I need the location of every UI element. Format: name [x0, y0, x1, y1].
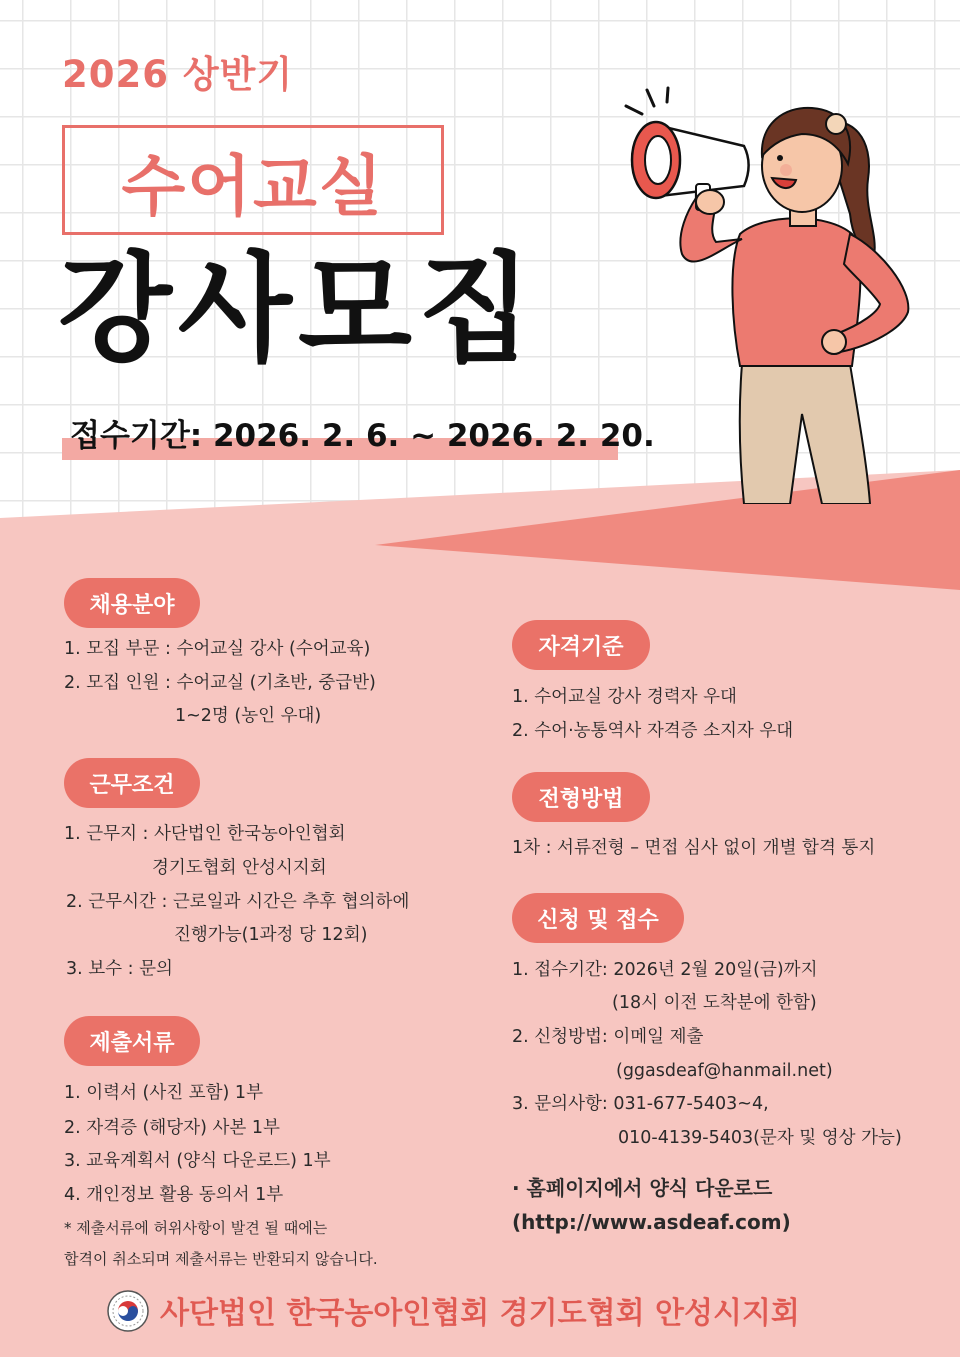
qualification-line-1: 1. 수어교실 강사 경력자 우대: [512, 687, 737, 707]
application-line-6: 010-4139-5403(문자 및 영상 가능): [618, 1128, 902, 1148]
woman-megaphone-illustration: [612, 84, 922, 504]
field-line-3: 1~2명 (농인 우대): [175, 706, 322, 726]
documents-note-2: 합격이 취소되며 제출서류는 반환되지 않습니다.: [64, 1250, 378, 1268]
download-label: · 홈페이지에서 양식 다운로드: [512, 1176, 773, 1200]
download-url[interactable]: (http://www.asdeaf.com): [512, 1210, 791, 1234]
recruit-title: 강사모집: [58, 240, 538, 378]
documents-note-1: * 제출서류에 허위사항이 발견 될 때에는: [64, 1219, 328, 1237]
application-line-2: (18시 이전 도착분에 한함): [612, 993, 817, 1013]
class-title: 수어교실: [121, 147, 385, 225]
qualification-line-2: 2. 수어·농통역사 자격증 소지자 우대: [512, 721, 794, 741]
conditions-line-4: 진행가능(1과정 당 12회): [174, 925, 368, 945]
application-line-3: 2. 신청방법: 이메일 제출: [512, 1027, 704, 1047]
application-line-5: 3. 문의사항: 031-677-5403~4,: [512, 1094, 769, 1114]
documents-line-4: 4. 개인정보 활용 동의서 1부: [64, 1185, 284, 1205]
selection-line-1: 1차 : 서류전형 – 면접 심사 없이 개별 합격 통지: [512, 838, 876, 858]
section-selection-label: 전형방법: [512, 772, 650, 822]
conditions-line-5: 3. 보수 : 문의: [66, 959, 173, 979]
section-conditions-label: 근무조건: [64, 758, 200, 808]
section-field-label: 채용분야: [64, 578, 200, 628]
documents-line-1: 1. 이력서 (사진 포함) 1부: [64, 1083, 263, 1103]
shout-lines: [626, 88, 668, 114]
conditions-line-1: 1. 근무지 : 사단법인 한국농아인협회: [64, 824, 346, 844]
season-title: 2026 상반기: [62, 53, 294, 96]
documents-line-3: 3. 교육계획서 (양식 다운로드) 1부: [64, 1151, 331, 1171]
application-line-4: (ggasdeaf@hanmail.net): [616, 1061, 833, 1081]
conditions-line-3: 2. 근무시간 : 근로일과 시간은 추후 협의하에: [66, 892, 410, 912]
megaphone-icon: [632, 122, 749, 210]
documents-line-2: 2. 자격증 (해당자) 사본 1부: [64, 1118, 280, 1138]
application-period: 접수기간: 2026. 2. 6. ~ 2026. 2. 20.: [70, 418, 655, 454]
class-title-box: [62, 125, 444, 235]
section-documents-label: 제출서류: [64, 1016, 200, 1066]
field-line-1: 1. 모집 부문 : 수어교실 강사 (수어교육): [64, 639, 371, 659]
field-line-2: 2. 모집 인원 : 수어교실 (기초반, 중급반): [64, 673, 376, 693]
section-application-label: 신청 및 접수: [512, 893, 684, 943]
section-qualification-label: 자격기준: [512, 620, 650, 670]
organization-logo-icon: [106, 1289, 150, 1333]
organization-name: 사단법인 한국농아인협회 경기도협회 안성시지회: [160, 1296, 800, 1331]
application-line-1: 1. 접수기간: 2026년 2월 20일(금)까지: [512, 960, 818, 980]
conditions-line-2: 경기도협회 안성시지회: [152, 858, 327, 878]
